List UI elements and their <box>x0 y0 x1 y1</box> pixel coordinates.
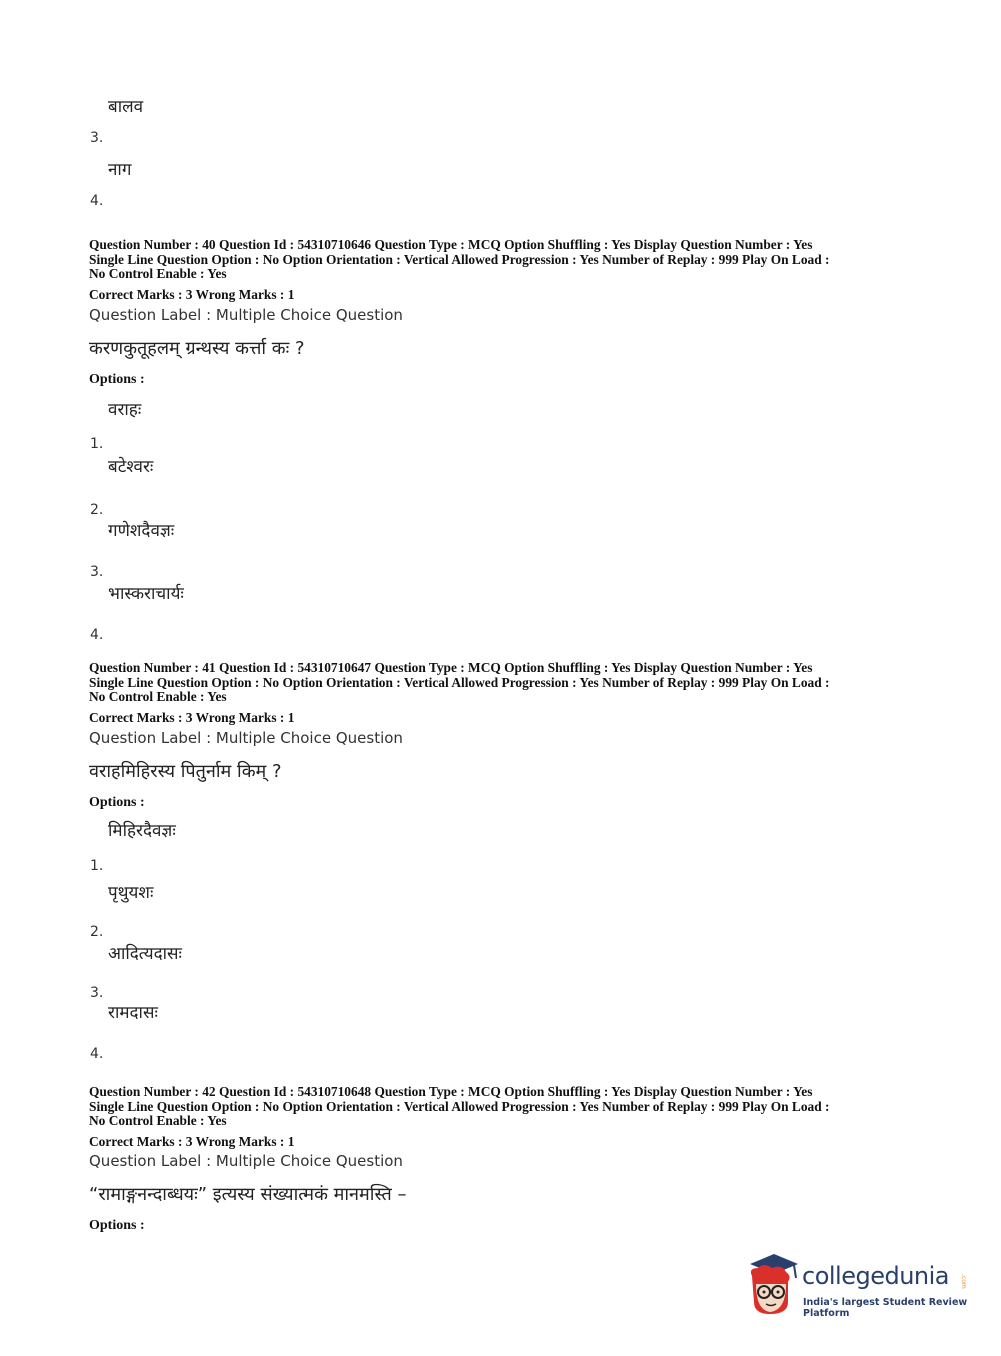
option-text: गणेशदैवज्ञः <box>108 521 175 541</box>
option-number: 4. <box>90 627 104 643</box>
logo-com-suffix: .com <box>960 1274 967 1289</box>
question-42-label: Question Label : Multiple Choice Question <box>89 1152 403 1170</box>
mascot-icon <box>742 1250 802 1320</box>
option-text: भास्कराचार्यः <box>108 584 184 604</box>
question-42-options-header: Options : <box>89 1218 145 1233</box>
question-40-text: करणकुतूहलम् ग्रन्थस्य कर्त्ता कः ? <box>89 338 305 359</box>
question-40-options-header: Options : <box>89 372 145 387</box>
meta-line: Question Number : 40 Question Id : 54310710646 Question Type : MCQ Option Shuffling : Yes Display Question Number : Yes <box>89 237 813 252</box>
question-40-marks: Correct Marks : 3 Wrong Marks : 1 <box>89 287 295 302</box>
question-41-text: वराहमिहिरस्य पितुर्नाम किम् ? <box>89 761 282 782</box>
question-42-meta <box>89 1085 919 1129</box>
meta-line: Question Number : 41 Question Id : 54310710647 Question Type : MCQ Option Shuffling : Yes Display Question Number : Yes <box>89 660 813 675</box>
meta-line: No Control Enable : Yes <box>89 1113 227 1128</box>
question-42-marks: Correct Marks : 3 Wrong Marks : 1 <box>89 1134 295 1149</box>
meta-line: Single Line Question Option : No Option Orientation : Vertical Allowed Progression : Yes Number of Replay : 999 Play On Load : <box>89 674 830 690</box>
question-41-label: Question Label : Multiple Choice Question <box>89 729 403 747</box>
option-number: 1. <box>90 436 104 452</box>
option-text: पृथुयशः <box>108 883 154 903</box>
option-text: वराहः <box>108 400 142 420</box>
option-text: रामदासः <box>108 1003 158 1023</box>
question-41-options-header: Options : <box>89 795 145 810</box>
question-40-meta <box>89 238 919 282</box>
logo-wordmark: collegedunia <box>802 1262 950 1290</box>
meta-line: No Control Enable : Yes <box>89 266 227 281</box>
question-42-text: “रामाङ्गनन्दाब्धयः” इत्यस्य संख्यात्मकं मानमस्ति – <box>89 1184 407 1205</box>
question-41-meta <box>89 661 919 705</box>
meta-line: No Control Enable : Yes <box>89 689 227 704</box>
option-number: 4. <box>90 1046 104 1062</box>
collegedunia-logo[interactable] <box>742 1250 972 1320</box>
meta-line: Single Line Question Option : No Option Orientation : Vertical Allowed Progression : Yes Number of Replay : 999 Play On Load : <box>89 1098 830 1114</box>
option-number: 3. <box>90 564 104 580</box>
option-number: 2. <box>90 924 104 940</box>
meta-line: Question Number : 42 Question Id : 54310710648 Question Type : MCQ Option Shuffling : Yes Display Question Number : Yes <box>89 1084 813 1099</box>
option-number: 3. <box>90 985 104 1001</box>
option-text: बालव <box>108 97 144 117</box>
option-text: नाग <box>108 160 132 180</box>
option-text: आदित्यदासः <box>108 944 182 964</box>
logo-tagline: India's largest Student Review Platform <box>803 1297 968 1319</box>
meta-line: Single Line Question Option : No Option Orientation : Vertical Allowed Progression : Yes Number of Replay : 999 Play On Load : <box>89 251 830 267</box>
option-text: बटेश्वरः <box>108 457 154 477</box>
option-text: मिहिरदैवज्ञः <box>108 821 176 841</box>
option-number: 3. <box>90 130 104 146</box>
question-41-marks: Correct Marks : 3 Wrong Marks : 1 <box>89 710 295 725</box>
option-number: 1. <box>90 858 104 874</box>
option-number: 4. <box>90 193 104 209</box>
option-number: 2. <box>90 502 104 518</box>
question-40-label: Question Label : Multiple Choice Question <box>89 306 403 324</box>
